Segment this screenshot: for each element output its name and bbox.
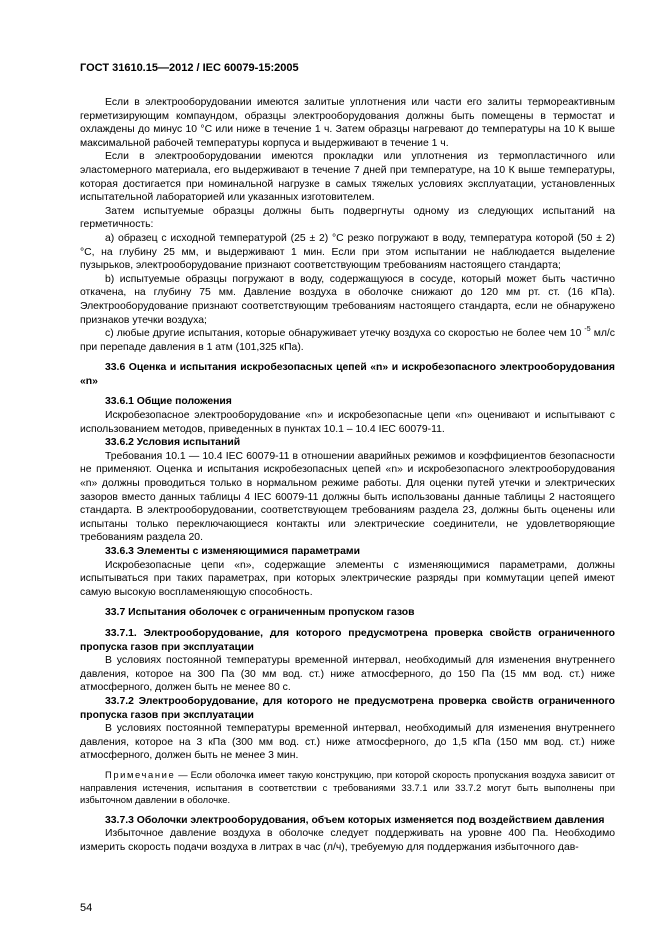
paragraph: Избыточное давление воздуха в оболочке следует поддерживать на уровне 400 Па. Необходимо измерить скорость подачи воздуха в литрах в час (л/ч), требуемую для поддержания избыточного дав- [80, 828, 615, 853]
note [80, 769, 615, 807]
section-heading-33-7: 33.7 Испытания оболочек с ограниченным пропуском газов [105, 607, 415, 619]
paragraph: Если в электрооборудовании имеются прокладки или уплотнения из термопластичного или эластомерного материала, его выдерживают в течение 7 дней при температуре, на 10 К выше температуры, которая достигается при номинальной нагрузке в самых тяжелых условиях эксплуатации, установленных испытательной лабораторией или указанных изготовителем. [80, 151, 615, 204]
section-heading-33-6-1: 33.6.1 Общие положения [105, 396, 232, 408]
document-body [80, 96, 615, 854]
list-item-c-text-end: мл/с при перепаде давления в 1 атм (101,325 кПа). [80, 328, 615, 353]
exponent: -5 [584, 326, 591, 334]
paragraph: В условиях постоянной температуры временной интервал, необходимый для изменения внутреннего давления, которое на 300 Па (30 мм вод. ст.) ниже атмосферного, до 150 Па (15 мм вод. ст.) ниже атмосферного, должен быть не менее 80 с. [80, 655, 615, 694]
list-item-a: a) образец с исходной температурой (25 ± 2) °С резко погружают в воду, температура которой (50 ± 2) °С, на глубину 25 мм, и выдерживают 1 мин. Если при этом испытании не наблюдается выделение пузырьков, электрооборудование признают соответствующим требованиям настоящего стандарта; [80, 232, 615, 272]
list-item-c-text: c) любые другие испытания, которые обнаруживает утечку воздуха со скоростью не более чем 10 [105, 328, 582, 340]
list-item-b: b) испытуемые образцы погружают в воду, содержащуюся в сосуде, который может быть частично откачена, на глубину 75 мм. Давление воздуха в оболочке снижают до 120 мм рт. ст. (16 кПа). Электрооборудование признают соответствующим требованиям настоящего стандарта, если не обнаружено признаков утечки воздуха; [80, 273, 615, 326]
list-item-c [80, 327, 615, 354]
paragraph: Затем испытуемые образцы должны быть подвергнуты одному из следующих испытаний на герметичность: [80, 205, 615, 231]
paragraph: Искробезопасное электрооборудование «n» и искробезопасные цепи «n» оценивают и испытывают с использованием методов, приведенных в пунктах 10.1 – 10.4 IEC 60079-11. [80, 410, 615, 435]
paragraph: Требования 10.1 — 10.4 IEC 60079-11 в отношении аварийных режимов и коэффициентов безопасности не применяют. Оценка и испытания искробезопасных цепей «n» и искробезопасного электрооборудования «n» должны проводиться только в нормальном режиме работы. Для оценки путей утечки и электрических зазоров вместо данных таблицы 4 IEC 60079-11 должны быть использованы данные таблицы 2 настоящего стандарта. В электрооборудовании, соответствующем требованиям раздела 23, должны быть оценены или испытаны только переключающиеся контакты или электрические соединители, не удовлетворяющие требованиям раздела 20. [80, 450, 615, 544]
note-text: — Если оболочка имеет такую конструкцию, при которой скорость пропускания воздуха зависит от направления истечения, испытания в соответствии с требованиями 33.7.1 или 33.7.2 могут быть выполнены при избыточном давлении в оболочке. [80, 768, 615, 806]
page-header: ГОСТ 31610.15—2012 / IEC 60079-15:2005 [80, 62, 299, 74]
section-heading-33-6: 33.6 Оценка и испытания искробезопасных цепей «n» и искробезопасного электрооборудования «n» [80, 362, 615, 387]
section-heading-33-6-3: 33.6.3 Элементы с изменяющимися параметрами [105, 546, 360, 557]
section-heading-33-7-2: 33.7.2 Электрооборудование, для которого не предусмотрена проверка свойств ограниченного пропуска газов при эксплуатации [80, 695, 615, 721]
section-heading-33-6-2: 33.6.2 Условия испытаний [105, 437, 241, 449]
paragraph: В условиях постоянной температуры временной интервал, необходимый для изменения внутреннего давления, которое на 3 кПа (300 мм вод. ст.) ниже атмосферного, до 1,5 кПа (150 мм вод. ст.) ниже атмосферного, должен быть не менее 3 мин. [80, 723, 615, 762]
section-heading-33-7-3: 33.7.3 Оболочки электрооборудования, объем которых изменяется под воздействием давления [105, 814, 605, 826]
page-number: 54 [80, 902, 93, 914]
section-heading-33-7-1: 33.7.1. Электрооборудование, для которого предусмотрена проверка свойств ограниченного пропуска газов при эксплуатации [80, 627, 615, 653]
paragraph: Если в электрооборудовании имеются залитые уплотнения или части его залиты термореактивным герметизирующим компаундом, образцы электрооборудования должны быть помещены в термостат и охлаждены до минус 10 °С или ниже в течение 1 ч. Затем образцы нагревают до температуры на 10 К выше максимальной рабочей температуры корпуса и выдерживают в течение 1 ч. [80, 97, 615, 149]
note-label: Примечание [105, 768, 176, 780]
paragraph: Искробезопасные цепи «n», содержащие элементы с изменяющимися параметрами, должны испытываться при таких параметрах, при которых электрические разряды при коммутации цепей имеют самую высокую воспламеняющую способность. [80, 559, 615, 598]
